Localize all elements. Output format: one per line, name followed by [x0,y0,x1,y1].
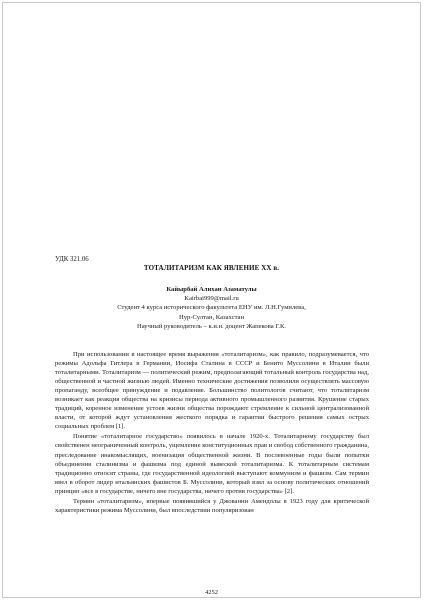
author-affiliation: Студент 4 курса исторического факультета ЕНУ им. Л.Н.Гумилева, [117,304,306,312]
udc-code: УДК 321.06 [55,256,89,263]
author-name: Кайырбай Алихан Азаматулы [166,286,257,293]
author-email: Kairbai999@mail.ru [184,295,239,303]
article-title: ТОТАЛИТАРИЗМ КАК ЯВЛЕНИЕ XX в. [143,264,280,272]
paragraph: При использовании в настоящее время выражения «тоталитаризм», как правило, подразумевается, что режимы Адольфа Гитлера в Германии, Иосифа Сталина в СССР и Бенито Муссолини в Италии были тоталитарными. Тоталитаризм — политический режим, предполагающий тотальный контроль государства над, общественной и частной жизнью людей. Именно технические достижения позволили осуществлять массовую пропаганду, всеобщее принуждение и подавление. Большинство политологов считают, что тоталитаризм возникает как реакция общества на кризисы периода активного промышленного развития. Крушение старых традиций, коренное изменение устоев жизни общества порождают стремление к сильной централизованной власти, от которой ждут установления жесткого порядка и гарантии быстрого решения самых острых социальных проблем [1]. [55,351,369,431]
scientific-advisor: Научный руководитель – к.и.н. доцент Жапекова Г.К. [136,322,287,330]
author-city: Нур-Султан, Казахстан [178,313,245,321]
paragraph: Понятие «тоталитарное государство» появилось в начале 1920-х. Тоталитарному государству был свойственен неограниченный контроль, ущемление конституционных прав и свобод собственного гражданина, преследование инакомыслящих, военизация общественной жизни. В послевоенные годы были попытки объединения сталинизма и фашизма под единой вывеской тоталитаризма. К тоталитарным системам традиционно относят страны, где государственной идеологией выступают коммунизм и фашизм. Сам термин ввел в оборот лидер итальянских фашистов Б. Муссолини, который взял за основу политических отношений принцип «все в государстве, ничего вне государства, ничего против государства» [2]. [55,433,369,495]
paragraph: Термин «тоталитаризм», впервые появившийся у Джованни Амендолы в 1923 году для критической характеристики режима Муссолини, был впоследствии популяризован [55,497,369,514]
page-number: 4252 [205,589,218,596]
article-body [55,350,369,516]
author-block [0,285,423,331]
